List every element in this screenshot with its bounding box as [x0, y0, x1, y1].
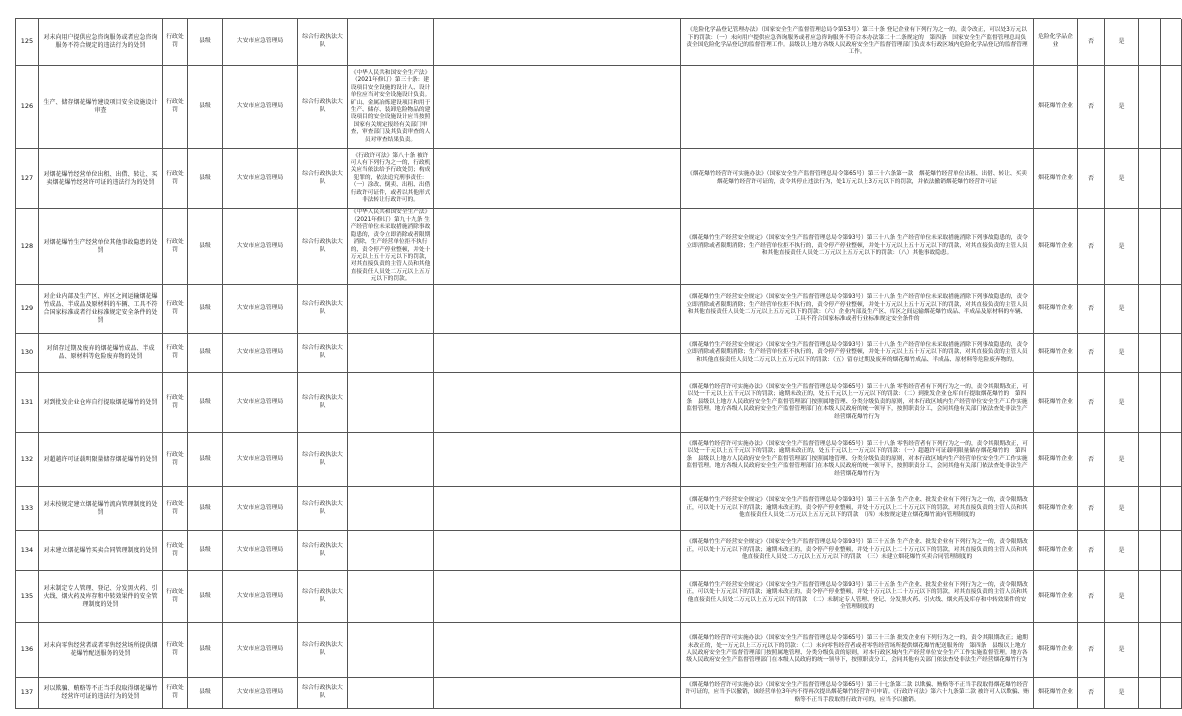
- regulation-text-cell: 《烟花爆竹生产经营安全规定》（国家安全生产监督管理总局令第93号）第三十八条 生产经营单位未采取措施消除下列事故隐患的，责令立即消除或者限期消除；生产经营单位拒不执行的，责令停产停业整顿，并处十万元以上五十万元以下的罚款，对其直接负责的主管人员和其他直接责任人员处二万元以上五万元以下的罚款：（五）留存过期及废弃的烟花爆竹成品、半成品、原材料等危险废弃物的。: [681, 334, 1034, 373]
- row-number-cell: 137: [16, 678, 39, 709]
- row-number-cell: 133: [16, 487, 39, 531]
- executor-cell: 综合行政执法大队: [298, 678, 348, 709]
- regulation-text-cell: 《烟花爆竹生产经营安全规定》（国家安全生产监督管理总局令第93号）第三十八条 生产经营单位未采取措施消除下列事故隐患的，责令立即消除或者限期消除；生产经营单位拒不执行的，责令停产停业整顿，并处十万元以上五十万元以下的罚款，对其直接负责的主管人员和其他直接责任人员处二万元以上五万元以下的罚款：（八）其他事故隐患。: [681, 209, 1034, 285]
- item-name-cell: 对企业内部及生产区、库区之间运输烟花爆竹成品、半成品及原材料的车辆、工具不符合国家标准或者行业标准规定安全条件的处罚: [39, 285, 163, 334]
- row-number-cell: 130: [16, 334, 39, 373]
- department-cell: 大安市应急管理局: [223, 149, 298, 209]
- empty-cell: [434, 623, 681, 678]
- row-number-cell: 134: [16, 531, 39, 571]
- flag-a-cell: 否: [1078, 66, 1105, 149]
- flag-b-cell: 是: [1105, 334, 1139, 373]
- empty-cell: [1161, 19, 1182, 66]
- regulation-text-cell: 《烟花爆竹经营许可实施办法》（国家安全生产监督管理总局令第65号）第三十八条 零售经营者有下列行为之一的，责令其限期改正，可以处一千元以上五千元以下的罚款；逾期未改正的，处五千元以上一万元以下的罚款：（一）超越许可证载明限量储存烟花爆竹的 第四条 县级以上地方人民政府安全生产监督管理部门按照属地管理、分类分级负责的原则，对本行政区域内生产经营单位安全生产工作实施监督管理。地方各级人民政府安全生产监督管理部门在本级人民政府的统一领导下，按照职责分工，会同其他有关部门依法查处非法生产经营烟花爆竹行为: [681, 433, 1034, 487]
- row-number-cell: 128: [16, 209, 39, 285]
- department-cell: 大安市应急管理局: [223, 623, 298, 678]
- item-type-cell: 行政处罚: [163, 149, 188, 209]
- legal-basis-cell: [348, 19, 434, 66]
- empty-cell: [1161, 433, 1182, 487]
- item-name-cell: 对未向用户提供应急咨询服务或者应急咨询服务不符合规定的违法行为的处罚: [39, 19, 163, 66]
- empty-cell: [1161, 209, 1182, 285]
- item-name-cell: 对未建立烟花爆竹买卖合同管理制度的处罚: [39, 531, 163, 571]
- item-type-cell: 行政处罚: [163, 66, 188, 149]
- empty-cell: [1161, 373, 1182, 433]
- category-cell: 烟花爆竹企业: [1034, 531, 1078, 571]
- regulation-text-cell: 《危险化学品登记管理办法》（国家安全生产监督管理总局令第53号）第三十条 登记企业有下列行为之一的，责令改正，可以处3万元以下的罚款：（一）未向用户提供应急咨询服务或者应急咨询服务不符合本办法第二十二条规定的 第四条 国家安全生产监督管理总局负责全国危险化学品登记的监督管理工作。县级以上地方各级人民政府安全生产监督管理部门负责本行政区域内危险化学品登记的监督管理工作。: [681, 19, 1034, 66]
- executor-cell: 综合行政执法大队: [298, 373, 348, 433]
- department-cell: 大安市应急管理局: [223, 19, 298, 66]
- empty-cell: [1161, 623, 1182, 678]
- level-cell: 县级: [188, 571, 223, 623]
- flag-a-cell: 否: [1078, 285, 1105, 334]
- level-cell: 县级: [188, 623, 223, 678]
- flag-b-cell: 是: [1105, 571, 1139, 623]
- regulation-text-cell: 《烟花爆竹生产经营安全规定》（国家安全生产监督管理总局令第93号）第三十八条 生产经营单位未采取措施消除下列事故隐患的，责令立即消除或者限期消除；生产经营单位拒不执行的，责令停产停业整顿，并处十万元以上五十万元以下的罚款，对其直接负责的主管人员和其他直接责任人员处二万元以上五万元以下的罚款：（六）企业内部及生产区、库区之间运输烟花爆竹成品、半成品及原材料的车辆、工具不符合国家标准或者行业标准规定安全条件的: [681, 285, 1034, 334]
- level-cell: 县级: [188, 19, 223, 66]
- category-cell: 烟花爆竹企业: [1034, 66, 1078, 149]
- item-name-cell: 对烟花爆竹经营单位出租、出借、转让、买卖烟花爆竹经营许可证的违法行为的处罚: [39, 149, 163, 209]
- empty-cell: [1139, 487, 1161, 531]
- executor-cell: 综合行政执法大队: [298, 334, 348, 373]
- empty-cell: [1139, 433, 1161, 487]
- department-cell: 大安市应急管理局: [223, 678, 298, 709]
- legal-basis-cell: [348, 678, 434, 709]
- category-cell: 烟花爆竹企业: [1034, 571, 1078, 623]
- regulation-text-cell: 《烟花爆竹经营许可实施办法》（国家安全生产监督管理总局令第65号）第三十六条第一款 烟花爆竹经营单位出租、出借、转让、买卖烟花爆竹经营许可证的，责令其停止违法行为，处1万元以上3万元以下的罚款，并依法撤销烟花爆竹经营许可证: [681, 149, 1034, 209]
- empty-cell: [1139, 531, 1161, 571]
- penalty-items-table: [15, 18, 1181, 709]
- row-number-cell: 129: [16, 285, 39, 334]
- empty-cell: [434, 19, 681, 66]
- empty-cell: [434, 571, 681, 623]
- row-number-cell: 127: [16, 149, 39, 209]
- empty-cell: [434, 334, 681, 373]
- item-type-cell: 行政处罚: [163, 19, 188, 66]
- empty-cell: [434, 433, 681, 487]
- executor-cell: 综合行政执法大队: [298, 571, 348, 623]
- item-name-cell: 对以欺骗、贿赂等不正当手段取得烟花爆竹经营许可证的违法行为的处罚: [39, 678, 163, 709]
- category-cell: 烟花爆竹企业: [1034, 433, 1078, 487]
- level-cell: 县级: [188, 373, 223, 433]
- level-cell: 县级: [188, 334, 223, 373]
- empty-cell: [1139, 209, 1161, 285]
- level-cell: 县级: [188, 66, 223, 149]
- department-cell: 大安市应急管理局: [223, 334, 298, 373]
- executor-cell: 综合行政执法大队: [298, 209, 348, 285]
- department-cell: 大安市应急管理局: [223, 433, 298, 487]
- empty-cell: [434, 209, 681, 285]
- item-type-cell: 行政处罚: [163, 487, 188, 531]
- empty-cell: [1161, 66, 1182, 149]
- item-type-cell: 行政处罚: [163, 531, 188, 571]
- empty-cell: [1139, 19, 1161, 66]
- level-cell: 县级: [188, 285, 223, 334]
- flag-b-cell: 是: [1105, 209, 1139, 285]
- empty-cell: [1161, 285, 1182, 334]
- flag-a-cell: 否: [1078, 433, 1105, 487]
- category-cell: 烟花爆竹企业: [1034, 209, 1078, 285]
- executor-cell: 综合行政执法大队: [298, 623, 348, 678]
- executor-cell: 综合行政执法大队: [298, 19, 348, 66]
- department-cell: 大安市应急管理局: [223, 209, 298, 285]
- regulation-text-cell: [681, 66, 1034, 149]
- item-type-cell: 行政处罚: [163, 285, 188, 334]
- empty-cell: [1161, 334, 1182, 373]
- item-name-cell: 生产、储存烟花爆竹建设项目安全设施设计审查: [39, 66, 163, 149]
- flag-a-cell: 否: [1078, 487, 1105, 531]
- level-cell: 县级: [188, 531, 223, 571]
- empty-cell: [1161, 571, 1182, 623]
- flag-b-cell: 是: [1105, 623, 1139, 678]
- row-number-cell: 125: [16, 19, 39, 66]
- empty-cell: [434, 487, 681, 531]
- flag-b-cell: 是: [1105, 433, 1139, 487]
- item-name-cell: 对烟花爆竹生产经营单位其他事故隐患的处罚: [39, 209, 163, 285]
- flag-b-cell: 是: [1105, 149, 1139, 209]
- executor-cell: 综合行政执法大队: [298, 66, 348, 149]
- legal-basis-cell: 《行政许可法》第八十条 被许可人有下列行为之一的，行政机关应当依法给予行政处罚；构成犯罪的，依法追究刑事责任：（一）涂改、倒卖、出租、出借行政许可证件，或者以其他形式非法转让行政许可的。: [348, 149, 434, 209]
- legal-basis-cell: 《中华人民共和国安全生产法》（2021年修订）第三十条：建设项目安全设施的设计人、设计单位应当对安全设施设计负责。矿山、金属冶炼建设项目和用于生产、储存、装卸危险物品的建设项目的安全设施设计应当按照国家有关规定报经有关部门审查，审查部门及其负责审查的人员对审查结果负责。: [348, 66, 434, 149]
- empty-cell: [434, 285, 681, 334]
- level-cell: 县级: [188, 433, 223, 487]
- flag-a-cell: 否: [1078, 149, 1105, 209]
- item-type-cell: 行政处罚: [163, 571, 188, 623]
- row-number-cell: 126: [16, 66, 39, 149]
- legal-basis-cell: [348, 487, 434, 531]
- item-name-cell: 对留存过期及废弃的烟花爆竹成品、半成品、原材料等危险废弃物的处罚: [39, 334, 163, 373]
- empty-cell: [1139, 623, 1161, 678]
- empty-cell: [1139, 373, 1161, 433]
- department-cell: 大安市应急管理局: [223, 373, 298, 433]
- regulation-text-cell: 《烟花爆竹经营许可实施办法》（国家安全生产监督管理总局令第65号）第三十三条 批发企业有下列行为之一的，责令其限期改正；逾期未改正的，处一万元以上三万元以下的罚款：（二）未向零售经营者或者零售经营场所提供烟花爆竹配送服务的 第四条 县级以上地方人民政府安全生产监督管理部门按照属地管理、分类分级负责的原则，对本行政区域内生产经营单位安全生产工作实施监督管理。地方各级人民政府安全生产监督管理部门在本级人民政府的统一领导下，按照职责分工，会同其他有关部门依法查处非法生产经营烟花爆竹行为: [681, 623, 1034, 678]
- regulation-text-cell: 《烟花爆竹经营许可实施办法》（国家安全生产监督管理总局令第65号）第三十七条第二款 以欺骗、贿赂等不正当手段取得烟花爆竹经营许可证的，应当予以撤销，该经营单位3年内不得再次提出烟花爆竹经营许可申请。《行政许可法》第六十九条第二款 被许可人以欺骗、贿赂等不正当手段取得行政许可的，应当予以撤销。: [681, 678, 1034, 709]
- empty-cell: [434, 531, 681, 571]
- flag-a-cell: 否: [1078, 373, 1105, 433]
- item-name-cell: 对到批发企业仓库自行提取烟花爆竹的处罚: [39, 373, 163, 433]
- flag-b-cell: 是: [1105, 66, 1139, 149]
- row-number-cell: 136: [16, 623, 39, 678]
- flag-b-cell: 是: [1105, 678, 1139, 709]
- row-number-cell: 135: [16, 571, 39, 623]
- regulation-text-cell: 《烟花爆竹生产经营安全规定》（国家安全生产监督管理总局令第93号）第三十五条 生产企业、批发企业有下列行为之一的，责令限期改正，可以处十万元以下的罚款；逾期未改正的，责令停产停业整顿，并处十万元以上二十万元以下的罚款，对其直接负责的主管人员和其他直接责任人员处二万元以上五万元以下的罚款 （四）未按规定建立烟花爆竹流向管理制度的: [681, 487, 1034, 531]
- category-cell: 烟花爆竹企业: [1034, 334, 1078, 373]
- regulation-text-cell: 《烟花爆竹生产经营安全规定》（国家安全生产监督管理总局令第93号）第三十五条 生产企业、批发企业有下列行为之一的，责令限期改正，可以处十万元以下的罚款；逾期未改正的，责令停产停业整顿，并处十万元以上二十万元以下的罚款，对其直接负责的主管人员和其他直接责任人员处二万元以上五万元以下的罚款 （三）未建立烟花爆竹买卖合同管理制度的: [681, 531, 1034, 571]
- category-cell: 烟花爆竹企业: [1034, 149, 1078, 209]
- empty-cell: [1161, 531, 1182, 571]
- category-cell: 危险化学品企业: [1034, 19, 1078, 66]
- executor-cell: 综合行政执法大队: [298, 487, 348, 531]
- department-cell: 大安市应急管理局: [223, 285, 298, 334]
- level-cell: 县级: [188, 209, 223, 285]
- category-cell: 烟花爆竹企业: [1034, 487, 1078, 531]
- flag-b-cell: 是: [1105, 285, 1139, 334]
- department-cell: 大安市应急管理局: [223, 487, 298, 531]
- level-cell: 县级: [188, 487, 223, 531]
- legal-basis-cell: [348, 623, 434, 678]
- legal-basis-cell: [348, 433, 434, 487]
- item-type-cell: 行政处罚: [163, 334, 188, 373]
- department-cell: 大安市应急管理局: [223, 531, 298, 571]
- flag-b-cell: 是: [1105, 531, 1139, 571]
- item-type-cell: 行政处罚: [163, 209, 188, 285]
- regulation-text-cell: 《烟花爆竹经营许可实施办法》（国家安全生产监督管理总局令第65号）第三十八条 零售经营者有下列行为之一的，责令其限期改正，可以处一千元以上五千元以下的罚款；逾期未改正的，处五千元以上一万元以下的罚款：（二）到批发企业仓库自行提取烟花爆竹的 第四条 县级以上地方人民政府安全生产监督管理部门按照属地管理、分类分级负责的原则，对本行政区域内生产经营单位安全生产工作实施监督管理。地方各级人民政府安全生产监督管理部门在本级人民政府的统一领导下，按照职责分工，会同其他有关部门依法查处非法生产经营烟花爆竹行为: [681, 373, 1034, 433]
- item-name-cell: 对未制定专人管理、登记、分发黑火药、引火线、烟火药及库存和中转效果件的安全管理制度的处罚: [39, 571, 163, 623]
- empty-cell: [1139, 571, 1161, 623]
- empty-cell: [1161, 149, 1182, 209]
- item-name-cell: 对未按规定建立烟花爆竹流向管理制度的处罚: [39, 487, 163, 531]
- empty-cell: [1161, 487, 1182, 531]
- item-name-cell: 对超越许可证载明限量储存烟花爆竹的处罚: [39, 433, 163, 487]
- legal-basis-cell: 《中华人民共和国安全生产法》（2021年修订）第九十九条 生产经营单位未采取措施消除事故隐患的，责令立即消除或者限期消除，生产经营单位拒不执行的，责令停产停业整顿，并处十万元以上五十万元以下的罚款，对其直接负责的主管人员和其他直接责任人员处二万元以上五万元以下的罚款。: [348, 209, 434, 285]
- flag-a-cell: 否: [1078, 19, 1105, 66]
- flag-b-cell: 是: [1105, 487, 1139, 531]
- executor-cell: 综合行政执法大队: [298, 433, 348, 487]
- legal-basis-cell: [348, 531, 434, 571]
- row-number-cell: 132: [16, 433, 39, 487]
- category-cell: 烟花爆竹企业: [1034, 678, 1078, 709]
- empty-cell: [1139, 678, 1161, 709]
- level-cell: 县级: [188, 149, 223, 209]
- empty-cell: [434, 149, 681, 209]
- executor-cell: 综合行政执法大队: [298, 285, 348, 334]
- flag-a-cell: 否: [1078, 209, 1105, 285]
- regulation-text-cell: 《烟花爆竹生产经营安全规定》（国家安全生产监督管理总局令第93号）第三十五条 生产企业、批发企业有下列行为之一的，责令限期改正，可以处十万元以下的罚款；逾期未改正的，责令停产停业整顿，并处十万元以上二十万元以下的罚款，对其直接负责的主管人员和其他直接责任人员处二万元以上五万元以下的罚款 （二）未制定专人管理、登记、分发黑火药、引火线、烟火药及库存和中转效果件的安全管理制度的: [681, 571, 1034, 623]
- flag-a-cell: 否: [1078, 531, 1105, 571]
- item-type-cell: 行政处罚: [163, 678, 188, 709]
- empty-cell: [434, 373, 681, 433]
- flag-b-cell: 是: [1105, 373, 1139, 433]
- department-cell: 大安市应急管理局: [223, 571, 298, 623]
- flag-a-cell: 否: [1078, 678, 1105, 709]
- empty-cell: [434, 678, 681, 709]
- item-name-cell: 对未向零售经营者或者零售经营场所提供烟花爆竹配送服务的处罚: [39, 623, 163, 678]
- empty-cell: [434, 66, 681, 149]
- category-cell: 烟花爆竹企业: [1034, 285, 1078, 334]
- category-cell: 烟花爆竹企业: [1034, 373, 1078, 433]
- item-type-cell: 行政处罚: [163, 623, 188, 678]
- level-cell: 县级: [188, 678, 223, 709]
- flag-a-cell: 否: [1078, 571, 1105, 623]
- empty-cell: [1139, 285, 1161, 334]
- legal-basis-cell: [348, 571, 434, 623]
- department-cell: 大安市应急管理局: [223, 66, 298, 149]
- legal-basis-cell: [348, 285, 434, 334]
- empty-cell: [1139, 334, 1161, 373]
- flag-a-cell: 否: [1078, 334, 1105, 373]
- empty-cell: [1161, 678, 1182, 709]
- empty-cell: [1139, 149, 1161, 209]
- flag-a-cell: 否: [1078, 623, 1105, 678]
- category-cell: 烟花爆竹企业: [1034, 623, 1078, 678]
- row-number-cell: 131: [16, 373, 39, 433]
- legal-basis-cell: [348, 334, 434, 373]
- executor-cell: 综合行政执法大队: [298, 531, 348, 571]
- item-type-cell: 行政处罚: [163, 433, 188, 487]
- executor-cell: 综合行政执法大队: [298, 149, 348, 209]
- item-type-cell: 行政处罚: [163, 373, 188, 433]
- flag-b-cell: 是: [1105, 19, 1139, 66]
- legal-basis-cell: [348, 373, 434, 433]
- empty-cell: [1139, 66, 1161, 149]
